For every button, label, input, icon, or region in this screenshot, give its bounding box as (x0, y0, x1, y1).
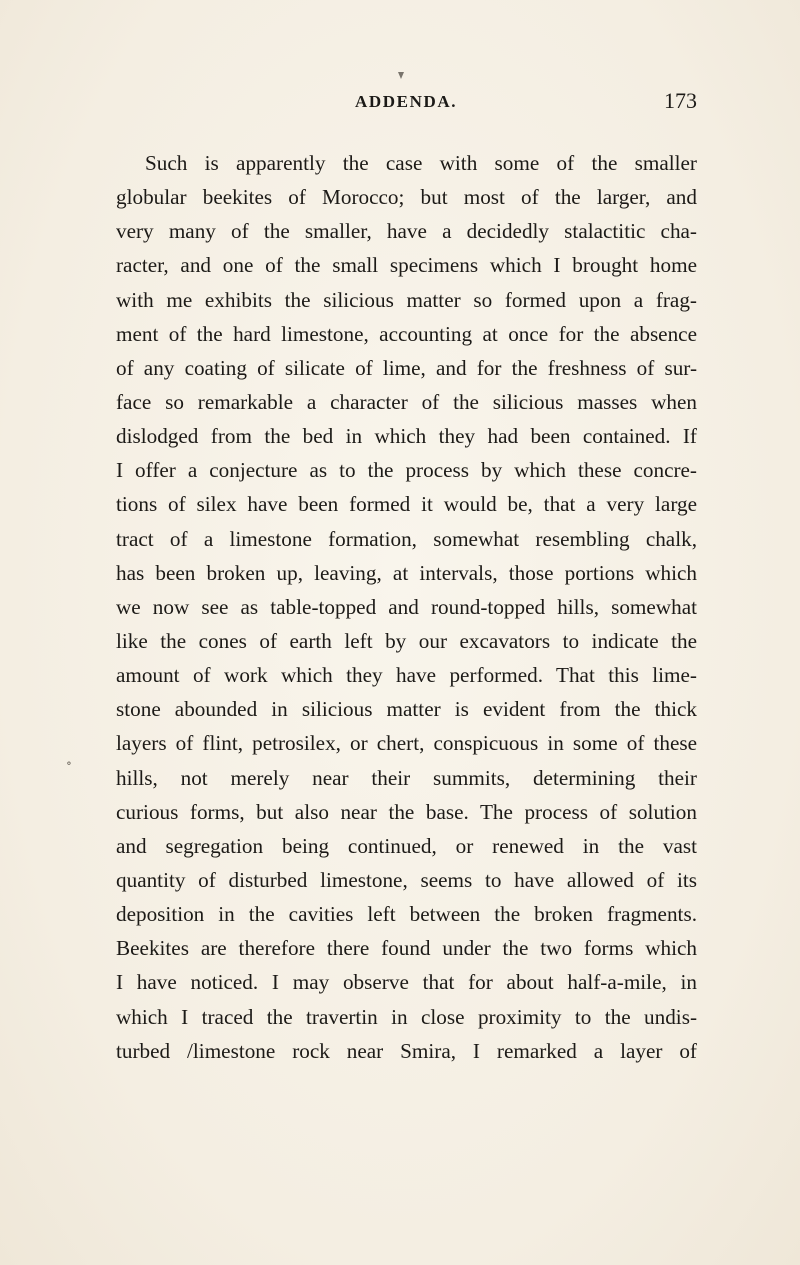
running-title: ADDENDA. (355, 92, 458, 111)
text-line: turbed /limestone rock near Smira, I remarked a layer of (116, 1038, 697, 1063)
text-line: like the cones of earth left by our excavators to indicate the (116, 628, 697, 653)
running-head (115, 88, 697, 118)
print-mark-top (398, 72, 404, 79)
text-line: deposition in the cavities left between the broken fragments. (116, 902, 697, 927)
text-line: stone abounded in silicious matter is evident from the thick (116, 697, 697, 722)
text-line: with me exhibits the silicious matter so formed upon a frag- (116, 287, 697, 312)
text-line: which I traced the travertin in close proximity to the undis- (116, 1004, 697, 1029)
margin-mark: ∘ (66, 756, 72, 770)
text-line: has been broken up, leaving, at intervals, those portions which (116, 560, 697, 585)
text-line: tract of a limestone formation, somewhat resembling chalk, (116, 526, 697, 551)
body-text (116, 146, 697, 1068)
text-line: amount of work which they have performed. That this lime- (116, 663, 697, 688)
text-line: curious forms, but also near the base. The process of solution (116, 799, 697, 824)
text-line: dislodged from the bed in which they had been contained. If (116, 424, 697, 449)
text-line: Such is apparently the case with some of the smaller (145, 151, 697, 175)
text-line: Beekites are therefore there found under the two forms which (116, 936, 697, 961)
text-line: of any coating of silicate of lime, and for the freshness of sur- (116, 355, 697, 380)
text-line: quantity of disturbed limestone, seems to have allowed of its (116, 867, 697, 892)
text-line: globular beekites of Morocco; but most of the larger, and (116, 185, 697, 210)
text-line: hills, not merely near their summits, determining their (116, 765, 697, 790)
text-line: very many of the smaller, have a decidedly stalactitic cha- (116, 219, 697, 244)
text-line: I offer a conjecture as to the process by which these concre- (116, 458, 697, 483)
text-line: and segregation being continued, or renewed in the vast (116, 833, 697, 858)
text-line: ment of the hard limestone, accounting at once for the absence (116, 321, 697, 346)
text-line: face so remarkable a character of the silicious masses when (116, 389, 697, 414)
text-line: racter, and one of the small specimens which I brought home (116, 253, 697, 278)
text-line: we now see as table-topped and round-topped hills, somewhat (116, 594, 697, 619)
page-number: 173 (664, 88, 697, 113)
text-line: tions of silex have been formed it would be, that a very large (116, 492, 697, 517)
text-line: I have noticed. I may observe that for about half-a-mile, in (116, 970, 697, 995)
text-line: layers of flint, petrosilex, or chert, conspicuous in some of these (116, 731, 697, 756)
